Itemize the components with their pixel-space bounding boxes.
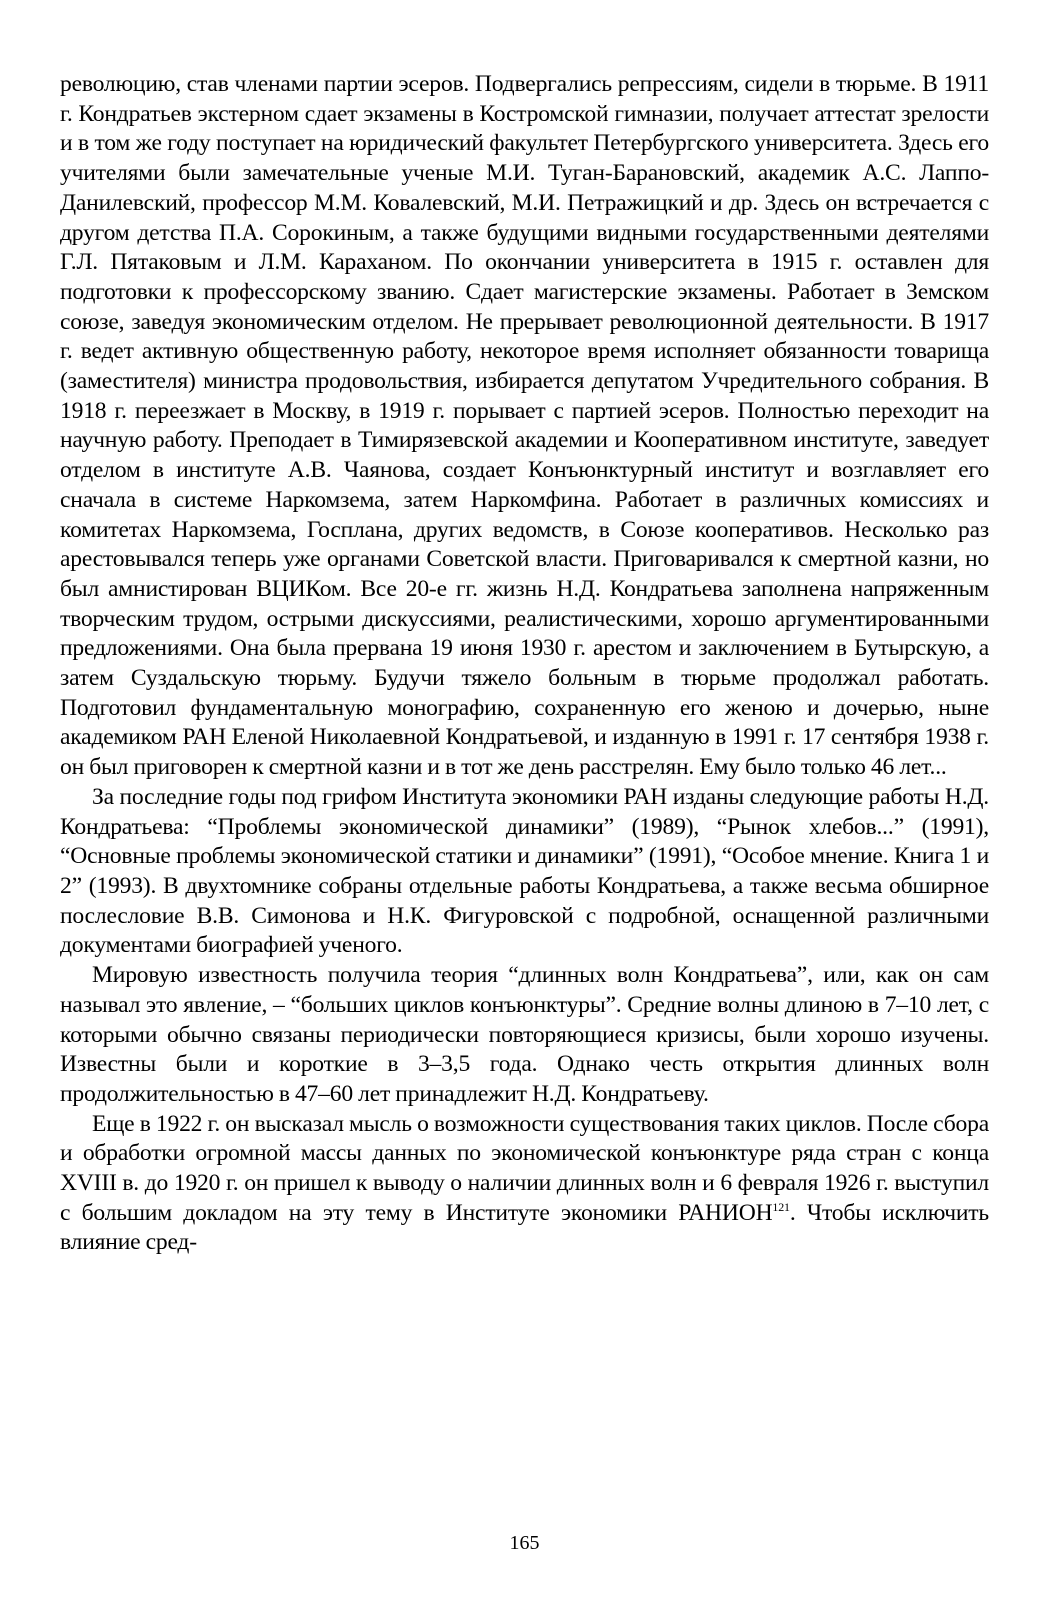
- paragraph-1: революцию, став членами партии эсеров. Подвергались репрессиям, сидели в тюрьме. В 1911 г. Кондратьев экстерном сдает экзамены в Костромской гимназии, получает аттестат зрелости и в том же году поступает на юридический факультет Петербургского университета. Здесь его учителями были замечательные ученые М.И. Туган-Барановский, академик А.С. Лаппо-Данилевский, профессор М.М. Ковалевский, М.И. Петражицкий и др. Здесь он встречается с другом детства П.А. Сорокиным, а также будущими видными государственными деятелями Г.Л. Пятаковым и Л.М. Караханом. По окончании университета в 1915 г. оставлен для подготовки к профессорскому званию. Сдает магистерские экзамены. Работает в Земском союзе, заведуя экономическим отделом. Не прерывает революционной деятельности. В 1917 г. ведет активную общественную работу, некоторое время исполняет обязанности товарища (заместителя) министра продовольствия, избирается депутатом Учредительного собрания. В 1918 г. переезжает в Москву, в 1919 г. порывает с партией эсеров. Полностью переходит на научную работу. Преподает в Тимирязевской академии и Кооперативном институте, заведует отделом в институте А.В. Чаянова, создает Конъюнктурный институт и возглавляет его сначала в системе Наркомзема, затем Наркомфина. Работает в различных комиссиях и комитетах Наркомзема, Госплана, других ведомств, в Союзе кооперативов. Несколько раз арестовывался теперь уже органами Советской власти. Приговаривался к смертной казни, но был амнистирован ВЦИКом. Все 20-е гг. жизнь Н.Д. Кондратьева заполнена напряженным творческим трудом, острыми дискуссиями, реалистическими, хорошо аргументированными предложениями. Она была прервана 19 июня 1930 г. арестом и заключением в Бутырскую, а затем Суздальскую тюрьму. Будучи тяжело больным в тюрьме продолжал работать. Подготовил фундаментальную монографию, сохраненную его женою и дочерью, ныне академиком РАН Еленой Николаевной Кондратьевой, и изданную в 1991 г. 17 сентября 1938 г. он был приговорен к смертной казни и в тот же день расстрелян. Ему было только 46 лет...: [60, 71, 989, 781]
- paragraph-4: [60, 1110, 989, 1259]
- paragraph-4-continuation: . Чтобы исключить влияние сред-: [60, 1199, 989, 1256]
- paragraph-2: За последние годы под грифом Института экономики РАН изданы следующие работы Н.Д. Кондратьева: “Проблемы экономической динамики” (1989), “Рынок хлебов...” (1991), “Основные проблемы экономической статики и динамики” (1991), “Особое мнение. Книга 1 и 2” (1993). В двухтомнике собраны отдельные работы Кондратьева, а также весьма обширное послесловие В.В. Симонова и Н.К. Фигуровской с подробной, оснащенной различными документами биографией ученого.: [60, 783, 989, 959]
- footnote-reference[interactable]: 121: [772, 1199, 790, 1214]
- body-text: [60, 70, 989, 1258]
- page-number: 165: [509, 1532, 540, 1554]
- paragraph-4-text: Еще в 1922 г. он высказал мысль о возможности существования таких циклов. После сбора и обработки огромной массы данных по экономической конъюнктуре ряда стран с конца XVIII в. до 1920 г. он пришел к выводу о наличии длинных волн и 6 февраля 1926 г. выступил с большим докладом на эту тему в Институте экономики РАНИОН: [60, 1110, 989, 1226]
- paragraph-3: Мировую известность получила теория “длинных волн Кондратьева”, или, как он сам называл это явление, – “больших циклов конъюнктуры”. Средние волны длиною в 7–10 лет, с которыми обычно связаны периодически повторяющиеся кризисы, были хорошо изучены. Известны были и короткие в 3–3,5 года. Однако честь открытия длинных волн продолжительностью в 47–60 лет принадлежит Н.Д. Кондратьеву.: [60, 962, 989, 1107]
